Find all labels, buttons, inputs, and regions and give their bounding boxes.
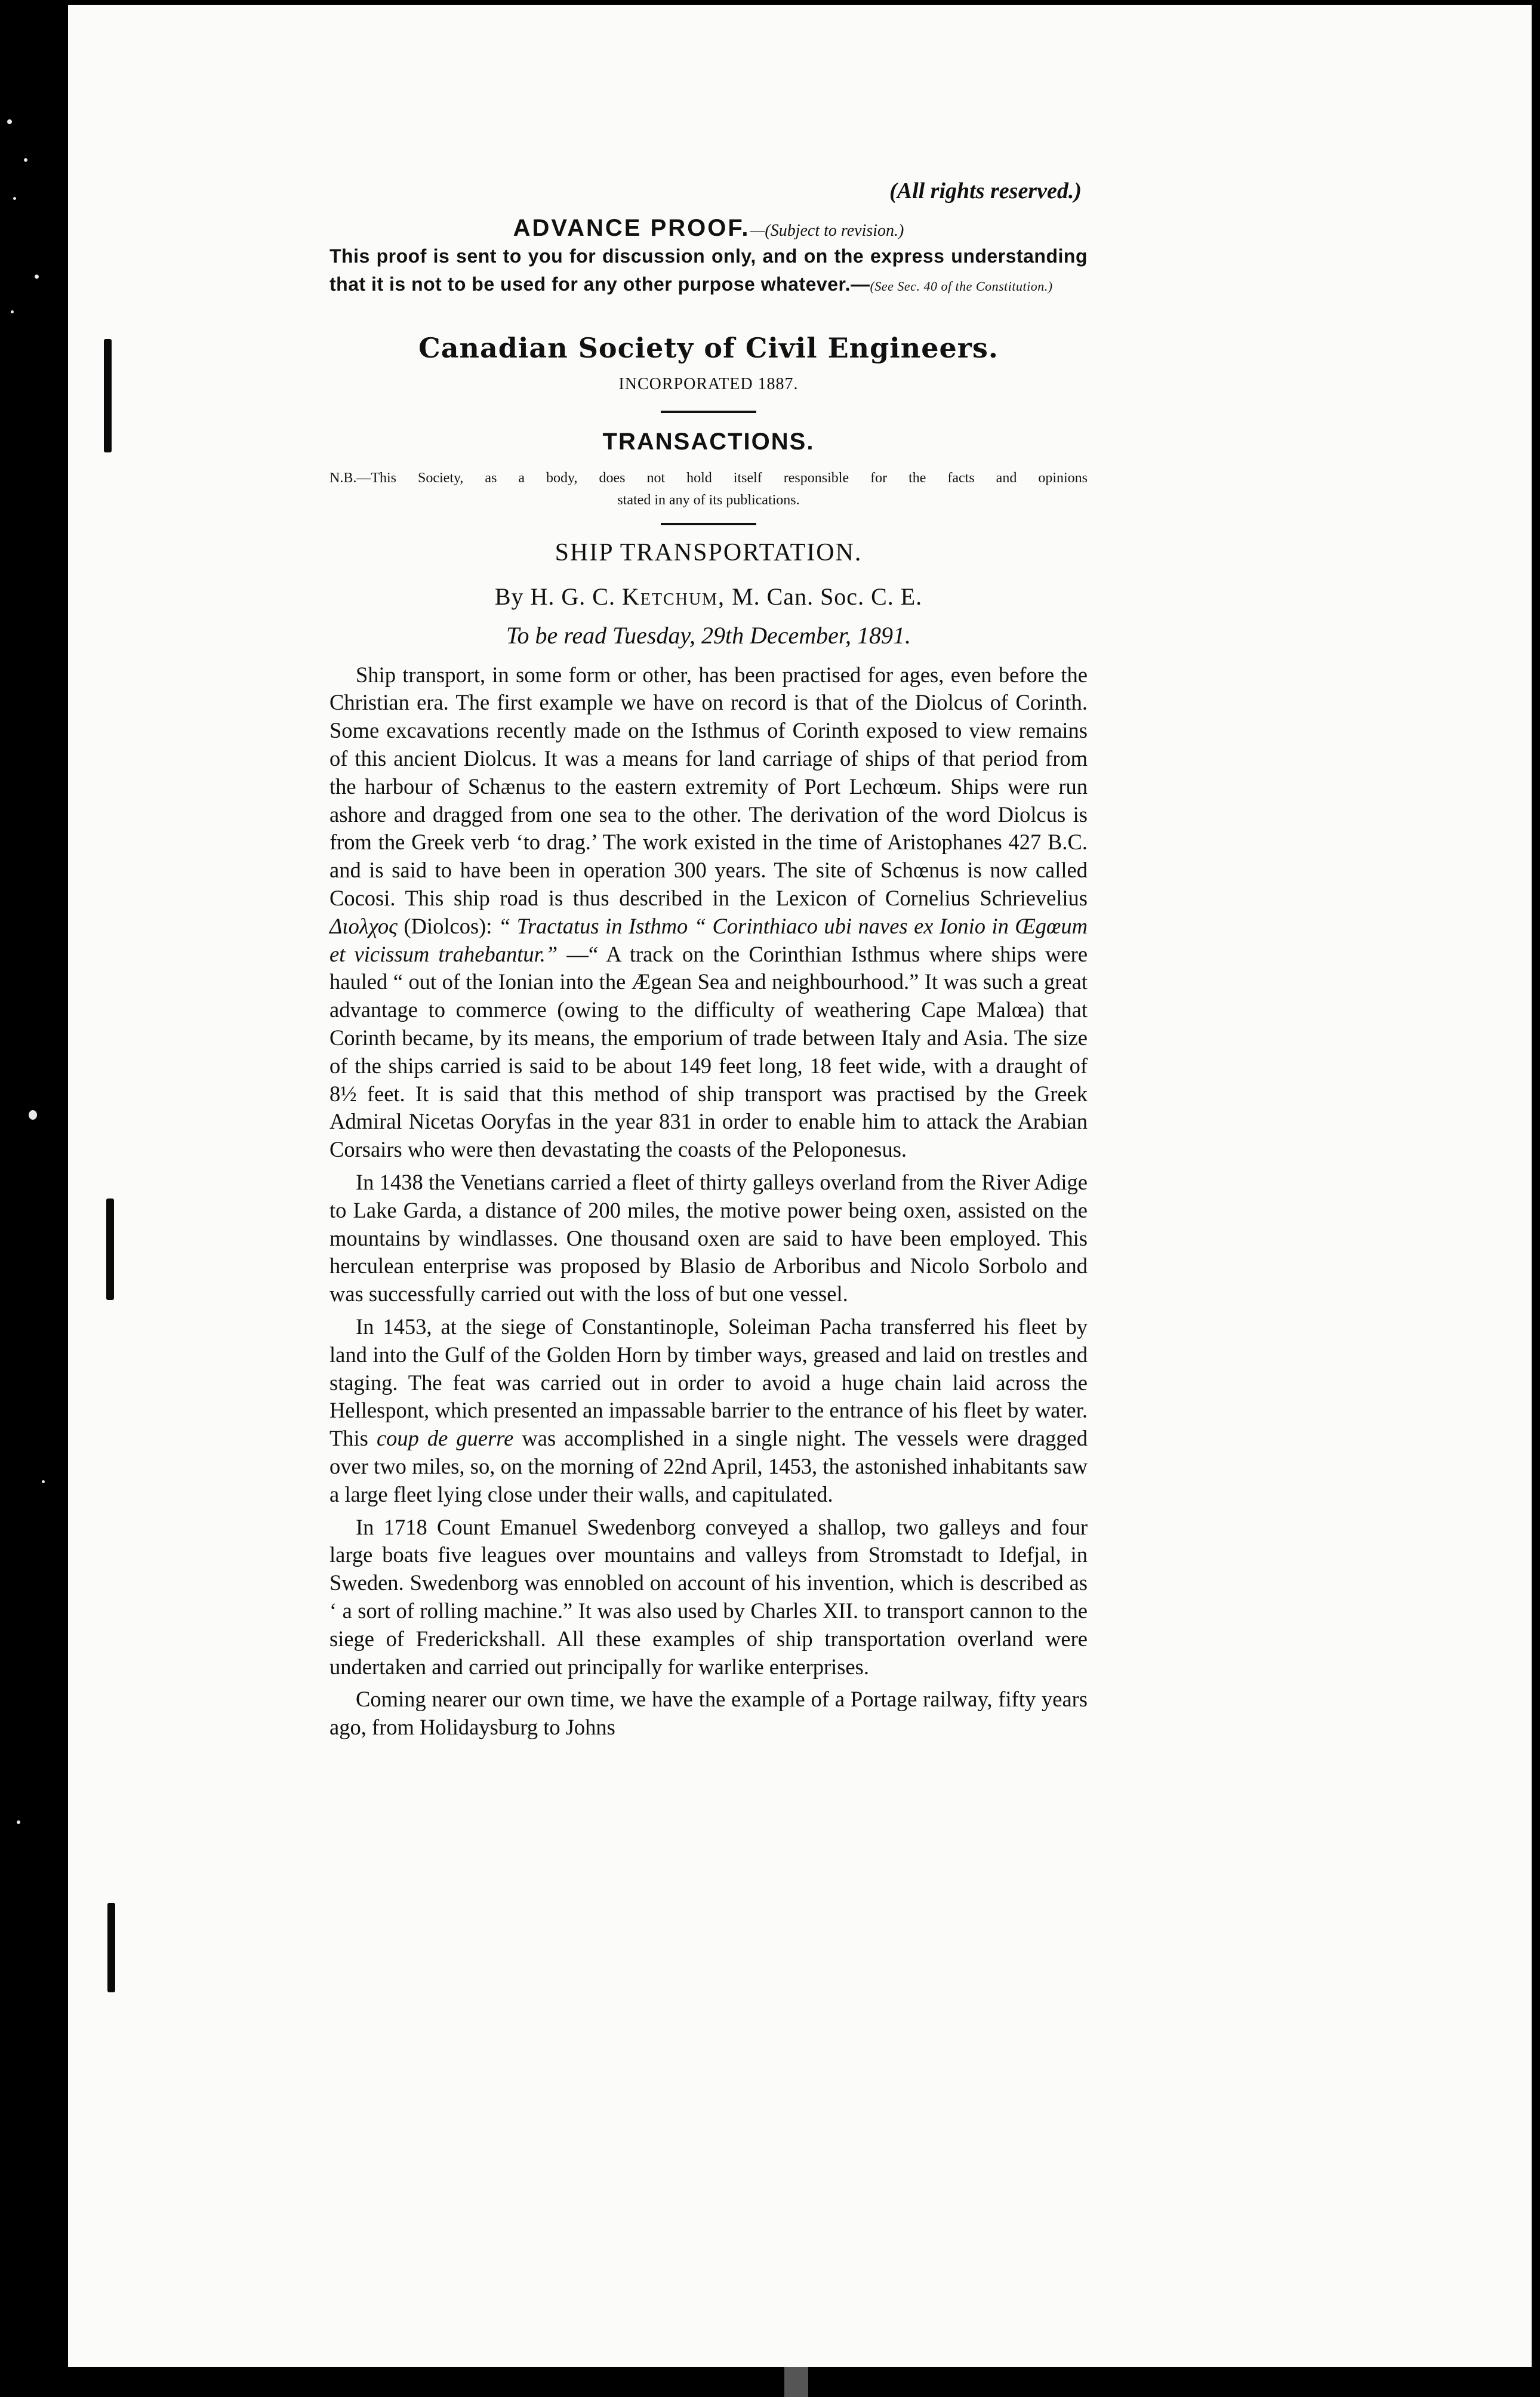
rights-notice: (All rights reserved.) bbox=[889, 178, 1082, 204]
paragraph bbox=[329, 1514, 1088, 1681]
scan-edge-artifact bbox=[784, 2367, 808, 2397]
proof-heading bbox=[329, 214, 1088, 243]
article-title: SHIP TRANSPORTATION. bbox=[555, 538, 863, 566]
scan-speck bbox=[29, 1110, 37, 1120]
disclaimer-line-1: N.B.—This Society, as a body, does not hold itself responsible for the facts and opinions bbox=[329, 470, 1088, 486]
italic-phrase: coup de guerre bbox=[376, 1426, 514, 1451]
paragraph-text: was accomplished in a single night. The vessels were dragged over two miles, so, on the morning of 22nd April, 1453, the astonished inhabitants saw a large fleet lying close under their walls, and capitulated. bbox=[329, 1426, 1088, 1506]
constitution-reference: (See Sec. 40 of the Constitution.) bbox=[870, 279, 1053, 294]
margin-binding-mark bbox=[106, 1198, 114, 1300]
scan-speck bbox=[24, 158, 27, 162]
author-surname: Ketchum, bbox=[621, 583, 726, 610]
margin-binding-mark bbox=[107, 1903, 115, 1992]
scan-speck bbox=[42, 1480, 45, 1483]
byline bbox=[329, 583, 1088, 611]
scan-speck bbox=[35, 275, 39, 279]
reading-date: To be read Tuesday, 29th December, 1891. bbox=[506, 621, 911, 649]
scanned-page bbox=[68, 5, 1532, 2367]
paragraph bbox=[329, 1169, 1088, 1308]
paragraph-text: In 1438 the Venetians carried a fleet of thirty galleys overland from the River Adige to Lake Garda, a distance of 200 miles, the motive power being oxen, assisted on the mountains by windlasses. One thousand oxen are said to have been employed. This herculean enterprise was proposed by Blasio de Arboribus and Nicolo Sorbolo and was successfully carried out with the loss of but one vessel. bbox=[329, 1169, 1088, 1307]
paragraph bbox=[329, 661, 1088, 1164]
paragraph-text: In 1718 Count Emanuel Swedenborg conveyed a shallop, two galleys and four large boats five leagues over mountains and valleys from Stromstadt to Idefjal, in Sweden. Swedenborg was ennobled on account of his invention, which is described as ‘ a sort of rolling machine.” It was also used by Charles XII. to transport cannon to the siege of Frederickshall. All these examples of ship transportation overland were undertaken and carried out principally for warlike enterprises. bbox=[329, 1514, 1088, 1679]
scan-speck bbox=[11, 310, 14, 313]
paragraph-text: Coming nearer our own time, we have the example of a Portage railway, fifty years ago, from Holidaysburg to Johns bbox=[329, 1687, 1088, 1740]
proof-notice-text bbox=[329, 242, 1088, 298]
paragraph bbox=[329, 1686, 1088, 1742]
margin-binding-mark bbox=[104, 339, 112, 452]
proof-title: ADVANCE PROOF. bbox=[513, 214, 750, 241]
scan-speck bbox=[7, 119, 12, 124]
paragraph-text: Ship transport, in some form or other, has been practised for ages, even before the Christian era. The first example we have on record is that of the Diolcus of Corinth. Some excavations recently made on the Isthmus of Corinth exposed to view remains of this ancient Diolcus. It was a means for land carriage of ships of that period from the harbour of Schænus to the eastern extremity of Port Lechœum. Ships were run ashore and dragged from one sea to the other. The derivation of the word Diolcus is from the Greek verb ‘to drag.’ The work existed in the time of Aristophanes 427 B.C. and is said to have been in operation 300 years. The site of Schœnus is now called Cocosi. This ship road is thus described in the Lexicon of Cornelius Schrievelius bbox=[329, 662, 1088, 910]
paragraph-text: In 1453, at the siege of Constantinople, Soleiman Pacha transferred his fleet by land into the Gulf of the Golden Horn by timber ways, greased and laid on trestles and staging. The feat was carried out in order to avoid a huge chain laid across the Hellespont, which presented an impassable barrier to the entrance of his fleet by water. This bbox=[329, 1314, 1088, 1451]
divider bbox=[661, 523, 756, 525]
scan-speck bbox=[13, 197, 16, 200]
section-heading: TRANSACTIONS. bbox=[602, 429, 815, 455]
society-name: Canadian Society of Civil Engineers. bbox=[418, 332, 999, 365]
proof-note: This proof is sent to you for discussion only, and on the express understanding that it is not to be used for any other purpose whatever.— bbox=[329, 245, 1088, 295]
incorporated-line: INCORPORATED 1887. bbox=[618, 375, 799, 394]
proof-subtitle: —(Subject to revision.) bbox=[750, 221, 904, 240]
scan-speck bbox=[17, 1820, 20, 1824]
paragraph-text: —“ A track on the Corinthian Isthmus where ships were hauled “ out of the Ionian into the Ægean Sea and neighbourhood.” It was such a great advantage to commerce (owing to the difficulty of weathering Cape Malœa) that Corinth became, by its means, the emporium of trade between Italy and Asia. The size of the ships carried is said to be about 149 feet long, 18 feet wide, with a draught of 8½ feet. It is said that this method of ship transport was practised by the Greek Admiral Nicetas Ooryfas in the year 831 in order to enable him to attack the Arabian Corsairs who were then devastating the coasts of the Peloponesus. bbox=[329, 941, 1088, 1162]
paragraph bbox=[329, 1313, 1088, 1509]
latin-quotation: “ Tractatus in Isthmo “ Corinthiaco ubi naves ex Ionio in Œgœum et vicissum trahebantur.” bbox=[329, 913, 1088, 966]
disclaimer-line-2: stated in any of its publications. bbox=[617, 492, 800, 509]
author-affiliation: M. Can. Soc. C. E. bbox=[732, 583, 923, 610]
disclaimer bbox=[329, 467, 1088, 512]
document-content bbox=[329, 178, 1088, 1746]
article-body bbox=[329, 661, 1088, 1742]
paragraph-text: (Diolcos): bbox=[404, 913, 492, 938]
greek-term: Διολχος bbox=[329, 913, 398, 938]
divider bbox=[661, 411, 756, 413]
byline-prefix: By H. G. C. bbox=[494, 583, 615, 610]
